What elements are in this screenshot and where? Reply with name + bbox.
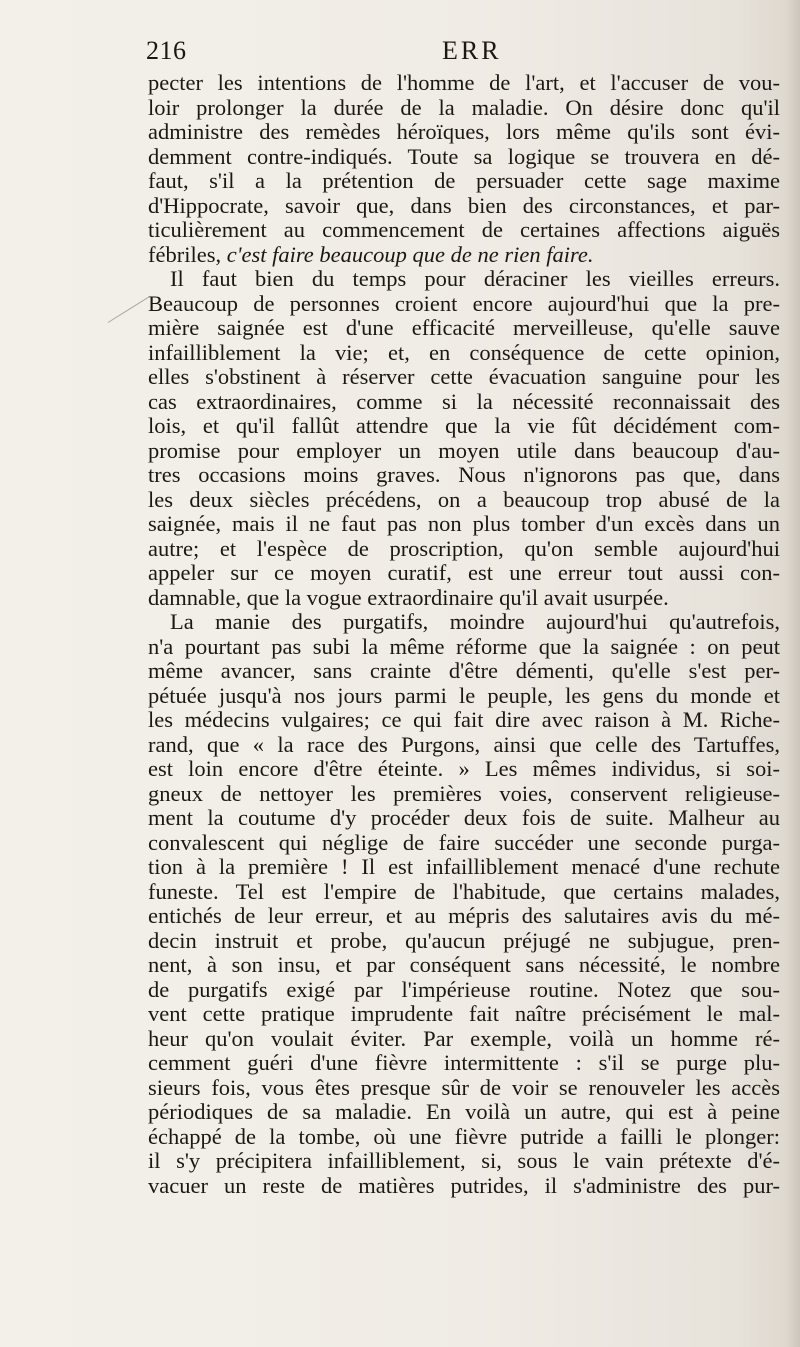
- text-line: [148, 365, 780, 390]
- text-line-content: faut, s'il a la prétention de persuader cette sage maxime: [148, 169, 780, 193]
- text-line: [148, 145, 780, 170]
- text-line: [148, 953, 780, 978]
- text-line: [148, 390, 780, 415]
- text-line-content: La manie des purgatifs, moindre aujourd'hui qu'autrefois,: [170, 610, 780, 634]
- text-line: [148, 341, 780, 366]
- text-line: [148, 880, 780, 905]
- page-number: 216: [146, 36, 187, 65]
- text-line: [148, 96, 780, 121]
- text-line-content: cemment guéri d'une fièvre intermittente : s'il se purge plu-: [148, 1051, 780, 1075]
- text-line-content: mière saignée est d'une efficacité merveilleuse, qu'elle sauve: [148, 316, 780, 340]
- text-line: [148, 610, 780, 635]
- text-line-content: vent cette pratique imprudente fait naître précisément le mal-: [148, 1002, 780, 1026]
- text-line: [148, 120, 780, 145]
- text-line-content: échappé de la tombe, où une fièvre putride a failli le plonger:: [148, 1124, 780, 1149]
- text-line: [148, 904, 780, 929]
- text-line-content: les deux siècles précédens, on a beaucoup trop abusé de la: [148, 487, 780, 512]
- text-line-content: ment la coutume d'y procéder deux fois de suite. Malheur au: [148, 806, 780, 830]
- text-line-content: n'a pourtant pas subi la même réforme que la saignée : on peut: [148, 634, 780, 659]
- text-line: [148, 561, 780, 586]
- text-line: [148, 831, 780, 856]
- italic-phrase: c'est faire beaucoup que de ne rien faire.: [226, 242, 594, 267]
- text-line-content: fébriles,: [148, 242, 222, 267]
- text-line: [148, 1174, 780, 1199]
- text-line-content: de purgatifs exigé par l'impérieuse routine. Notez que sou-: [148, 977, 780, 1002]
- text-line-content: pecter les intentions de l'homme de l'art, et l'accuser de vou-: [148, 71, 780, 95]
- text-line: [148, 1100, 780, 1125]
- text-line-content: decin instruit et probe, qu'aucun préjugé ne subjugue, pren-: [148, 928, 780, 953]
- text-line-content: même avancer, sans crainte d'être démenti, qu'elle s'est per-: [148, 659, 780, 683]
- text-line-content: tion à la première ! Il est infailliblement menacé d'une rechute: [148, 855, 780, 879]
- text-line: [148, 1051, 780, 1076]
- text-line: [148, 586, 780, 611]
- text-line-content: convalescent qui néglige de faire succéder une seconde purga-: [148, 830, 780, 855]
- page-header: [146, 36, 782, 70]
- text-line-content: Il faut bien du temps pour déraciner les vieilles erreurs.: [170, 267, 780, 291]
- text-line: [148, 537, 780, 562]
- text-line: [148, 488, 780, 513]
- text-line: [148, 512, 780, 537]
- text-line: [148, 316, 780, 341]
- text-line: [148, 267, 780, 292]
- text-line-content: elles s'obstinent à réserver cette évacuation sanguine pour les: [148, 365, 780, 389]
- text-line-content: entichés de leur erreur, et au mépris des salutaires avis du mé-: [148, 904, 780, 928]
- text-line-content: Beaucoup de personnes croient encore aujourd'hui que la pre-: [148, 291, 780, 316]
- text-line: [148, 1149, 780, 1174]
- margin-pencil-mark: [108, 297, 149, 323]
- text-line-content: est loin encore d'être éteinte. » Les mêmes individus, si soi-: [148, 757, 780, 781]
- text-line: [148, 635, 780, 660]
- text-line-content: demment contre-indiqués. Toute sa logique se trouvera en dé-: [148, 144, 780, 169]
- text-line: [148, 855, 780, 880]
- text-line: [148, 439, 780, 464]
- text-line-content: saignée, mais il ne faut pas non plus tomber d'un excès dans un: [148, 512, 780, 536]
- text-line-content: vacuer un reste de matières putrides, il s'administre des pur-: [148, 1173, 780, 1198]
- text-line: [148, 414, 780, 439]
- text-line-content: il s'y précipitera infailliblement, si, sous le vain prétexte d'é-: [148, 1149, 780, 1173]
- text-line-content: sieurs fois, vous êtes presque sûr de voir se renouveler les accès: [148, 1075, 780, 1100]
- text-line: [148, 782, 780, 807]
- text-line: [148, 1027, 780, 1052]
- text-line-content: nent, à son insu, et par conséquent sans nécessité, le nombre: [148, 953, 780, 977]
- text-line: [148, 463, 780, 488]
- text-line: [148, 1125, 780, 1150]
- text-line-content: infailliblement la vie; et, en conséquence de cette opinion,: [148, 340, 780, 365]
- text-line-content: ticulièrement au commencement de certaines affections aiguës: [148, 218, 780, 242]
- text-line: [148, 806, 780, 831]
- text-line-content: gneux de nettoyer les premières voies, conservent religieuse-: [148, 781, 780, 806]
- text-line-content: damnable, que la vogue extraordinaire qu'il avait usurpée.: [148, 585, 669, 610]
- text-line-content: d'Hippocrate, savoir que, dans bien des circonstances, et par-: [148, 193, 780, 218]
- body-text: [148, 71, 780, 1198]
- text-line: [148, 929, 780, 954]
- text-line-content: heur qu'on voulait éviter. Par exemple, voilà un homme ré-: [148, 1026, 780, 1051]
- text-line-content: cas extraordinaires, comme si la nécessité reconnaissait des: [148, 389, 780, 414]
- text-line-content: promise pour employer un moyen utile dans beaucoup d'au-: [148, 438, 780, 463]
- text-line-content: administre des remèdes héroïques, lors même qu'ils sont évi-: [148, 120, 780, 144]
- text-line: [148, 292, 780, 317]
- text-line-content: les médecins vulgaires; ce qui fait dire avec raison à M. Riche-: [148, 708, 780, 732]
- running-head: ERR: [442, 36, 502, 65]
- text-line-content: lois, et qu'il fallût attendre que la vie fût décidément com-: [148, 414, 780, 438]
- text-line: [148, 71, 780, 96]
- text-line-content: rand, que « la race des Purgons, ainsi que celle des Tartuffes,: [148, 732, 780, 757]
- text-line: [148, 169, 780, 194]
- text-line-content: funeste. Tel est l'empire de l'habitude, que certains malades,: [148, 879, 780, 904]
- text-line-content: pétuée jusqu'à nos jours parmi le peuple, les gens du monde et: [148, 683, 780, 708]
- text-line: [148, 1002, 780, 1027]
- text-line: [148, 194, 780, 219]
- text-line: [148, 218, 780, 243]
- text-line: [148, 757, 780, 782]
- text-line: [148, 708, 780, 733]
- text-line: [148, 243, 780, 268]
- text-line-content: périodiques de sa maladie. En voilà un autre, qui est à peine: [148, 1100, 780, 1124]
- text-line-content: tres occasions moins graves. Nous n'ignorons pas que, dans: [148, 463, 780, 487]
- text-line: [148, 733, 780, 758]
- text-line: [148, 978, 780, 1003]
- text-line-content: loir prolonger la durée de la maladie. On désire donc qu'il: [148, 95, 780, 120]
- text-line-content: appeler sur ce moyen curatif, est une erreur tout aussi con-: [148, 561, 780, 585]
- text-line: [148, 684, 780, 709]
- text-line-content: autre; et l'espèce de proscription, qu'on semble aujourd'hui: [148, 536, 780, 561]
- text-line: [148, 659, 780, 684]
- page-fold-shadow: [786, 0, 800, 1347]
- text-line: [148, 1076, 780, 1101]
